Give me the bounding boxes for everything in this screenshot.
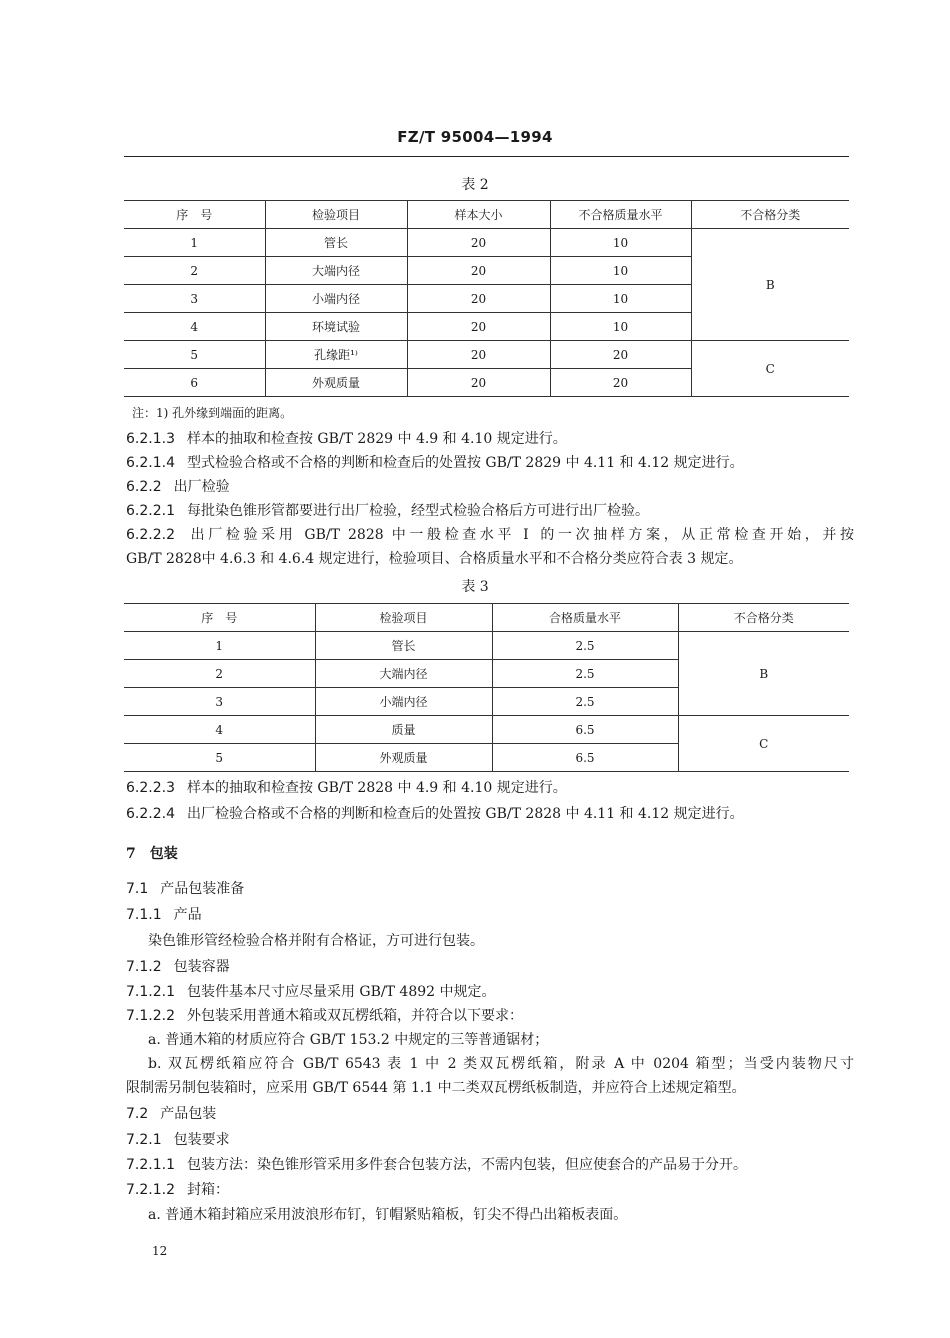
clause-7-2 [126, 1102, 854, 1126]
clause-text: 包装件基本尺寸应尽量采用 GB/T 4892 中规定。 [186, 984, 496, 1000]
clause-7-2-1 [126, 1128, 854, 1152]
clause-number: 6.2.2.3 [126, 780, 175, 796]
table-cell: 5 [124, 341, 265, 369]
table-cell: 外观质量 [265, 369, 407, 397]
table3-class-c: C [678, 716, 849, 772]
table-cell: 6.5 [492, 744, 678, 772]
clause-number: 7.1.2.1 [126, 984, 175, 1000]
table-cell: 4 [124, 716, 315, 744]
document-header-code: FZ/T 95004—1994 [397, 128, 553, 146]
table-cell: 小端内径 [265, 285, 407, 313]
clause-number: 7.1.1 [126, 907, 162, 923]
list-item-a2: a. 普通木箱封箱应采用波浪形布钉，钉帽紧贴箱板，钉尖不得凸出箱板表面。 [148, 1207, 628, 1223]
table2-col-header: 不合格分类 [691, 201, 849, 229]
table-cell: 外观质量 [315, 744, 492, 772]
clause-text: 每批染色锥形管都要进行出厂检验，经型式检验合格后方可进行出厂检验。 [186, 503, 649, 519]
table-cell: 5 [124, 744, 315, 772]
clause-6-2-2 [126, 475, 854, 499]
table-cell: 20 [407, 257, 550, 285]
clause-number: 7.2.1.1 [126, 1157, 175, 1173]
clause-number: 6.2.1.4 [126, 455, 175, 471]
table-cell: 1 [124, 632, 315, 660]
clause-text: 产品包装 [160, 1106, 217, 1122]
table2-header-row [124, 201, 849, 229]
table-cell: 3 [124, 285, 265, 313]
clause-text: 型式检验合格或不合格的判断和检查后的处置按 GB/T 2829 中 4.11 和 4.12 规定进行。 [186, 455, 744, 471]
table-cell: 6 [124, 369, 265, 397]
table2-col-header: 序 号 [124, 201, 265, 229]
table-cell: 2 [124, 660, 315, 688]
table-cell: 环境试验 [265, 313, 407, 341]
table-cell: 小端内径 [315, 688, 492, 716]
table3-col-header: 序 号 [124, 604, 315, 632]
clause-6-2-1-4 [126, 451, 854, 475]
clause-7-1-2-1 [126, 980, 854, 1004]
table-cell: 4 [124, 313, 265, 341]
table-row [124, 632, 849, 660]
section-7-title: 7 包装 [126, 846, 178, 862]
table2-caption: 表 2 [461, 177, 489, 193]
clause-7-1-2-2 [126, 1004, 854, 1028]
table-cell: 管长 [265, 229, 407, 257]
clause-text: 封箱： [186, 1182, 229, 1198]
header-rule [124, 156, 849, 157]
page-number: 12 [152, 1244, 168, 1258]
table-row [124, 716, 849, 744]
clause-number: 7.1 [126, 881, 149, 897]
clause-7-1-2 [126, 955, 854, 979]
clause-number: 7.2.1 [126, 1132, 162, 1148]
clause-text: 包装容器 [173, 959, 230, 975]
table-cell: 6.5 [492, 716, 678, 744]
table3-header-row [124, 604, 849, 632]
table-cell: 1 [124, 229, 265, 257]
table-cell: 孔缘距¹⁾ [265, 341, 407, 369]
clause-6-2-2-3 [126, 776, 854, 800]
clause-text: 出厂检验合格或不合格的判断和检查后的处置按 GB/T 2828 中 4.11 和 4.12 规定进行。 [186, 806, 744, 822]
clause-number: 7.2.1.2 [126, 1182, 175, 1198]
table-row [124, 229, 849, 257]
table-cell: 2.5 [492, 632, 678, 660]
table2-note: 注：1) 孔外缘到端面的距离。 [132, 406, 293, 420]
clause-number: 7.1.2.2 [126, 1008, 175, 1024]
table2 [124, 200, 849, 397]
clause-text: 产品包装准备 [160, 881, 245, 897]
table-cell: 20 [550, 369, 691, 397]
table-cell: 3 [124, 688, 315, 716]
clause-number: 7.1.2 [126, 959, 162, 975]
clause-text: 包装方法：染色锥形管采用多件套合包装方法，不需内包装，但应使套合的产品易于分开。 [186, 1157, 747, 1173]
list-item-b-line2: 限制需另制包装箱时，应采用 GB/T 6544 第 1.1 中二类双瓦楞纸板制造，并应符合上述规定箱型。 [126, 1080, 746, 1096]
table-cell: 大端内径 [315, 660, 492, 688]
table-cell: 20 [550, 341, 691, 369]
table2-col-header: 检验项目 [265, 201, 407, 229]
table-cell: 2 [124, 257, 265, 285]
clause-number: 6.2.2 [126, 479, 162, 495]
table-cell: 管长 [315, 632, 492, 660]
clause-text: 样本的抽取和检查按 GB/T 2828 中 4.9 和 4.10 规定进行。 [186, 780, 567, 796]
table-cell: 10 [550, 285, 691, 313]
table-cell: 大端内径 [265, 257, 407, 285]
clause-number: 6.2.2.4 [126, 806, 175, 822]
clause-number: 6.2.2.1 [126, 503, 175, 519]
clause-number: 6.2.1.3 [126, 431, 175, 447]
table-cell: 20 [407, 313, 550, 341]
clause-7-1 [126, 877, 854, 901]
clause-text: 产品 [173, 907, 202, 923]
list-item-b-line1: b. 双瓦楞纸箱应符合 GB/T 6543 表 1 中 2 类双瓦楞纸箱，附录 A 中 0204 箱型；当受内装物尺寸 [148, 1056, 854, 1072]
table2-col-header: 样本大小 [407, 201, 550, 229]
table3-class-b: B [678, 632, 849, 716]
clause-7-2-1-1 [126, 1153, 854, 1177]
list-item-a: a. 普通木箱的材质应符合 GB/T 153.2 中规定的三等普通锯材； [148, 1032, 549, 1048]
table3 [124, 603, 849, 772]
clause-text: 出厂检验采用 GB/T 2828 中一般检查水平 Ⅰ 的一次抽样方案，从正常检查开始，并按 [186, 527, 854, 543]
clause-text: 出厂检验 [173, 479, 230, 495]
clause-number: 7.2 [126, 1106, 149, 1122]
table2-class-b: B [691, 229, 849, 341]
table-cell: 20 [407, 229, 550, 257]
clause-7-1-1-body: 染色锥形管经检验合格并附有合格证，方可进行包装。 [148, 933, 484, 949]
table3-col-header: 合格质量水平 [492, 604, 678, 632]
clause-7-2-1-2 [126, 1178, 854, 1202]
table-cell: 10 [550, 313, 691, 341]
table-cell: 20 [407, 285, 550, 313]
table3-col-header: 不合格分类 [678, 604, 849, 632]
table3-col-header: 检验项目 [315, 604, 492, 632]
clause-text: 外包装采用普通木箱或双瓦楞纸箱，并符合以下要求： [186, 1008, 523, 1024]
clause-6-2-2-1 [126, 499, 854, 523]
table-cell: 20 [407, 369, 550, 397]
table-cell: 10 [550, 229, 691, 257]
table-cell: 2.5 [492, 688, 678, 716]
table-cell: 质量 [315, 716, 492, 744]
clause-text: 样本的抽取和检查按 GB/T 2829 中 4.9 和 4.10 规定进行。 [186, 431, 567, 447]
clause-number: 6.2.2.2 [126, 527, 175, 543]
clause-6-2-2-2-line1 [126, 523, 854, 547]
table2-col-header: 不合格质量水平 [550, 201, 691, 229]
clause-6-2-1-3 [126, 427, 854, 451]
table-cell: 10 [550, 257, 691, 285]
clause-7-1-1 [126, 903, 854, 927]
table3-caption: 表 3 [461, 579, 489, 595]
clause-text: 包装要求 [173, 1132, 230, 1148]
table-row [124, 341, 849, 369]
clause-6-2-2-2-line2: GB/T 2828中 4.6.3 和 4.6.4 规定进行，检验项目、合格质量水平和不合格分类应符合表 3 规定。 [126, 551, 743, 567]
table-cell: 2.5 [492, 660, 678, 688]
table2-class-c: C [691, 341, 849, 397]
clause-6-2-2-4 [126, 802, 854, 826]
table-cell: 20 [407, 341, 550, 369]
